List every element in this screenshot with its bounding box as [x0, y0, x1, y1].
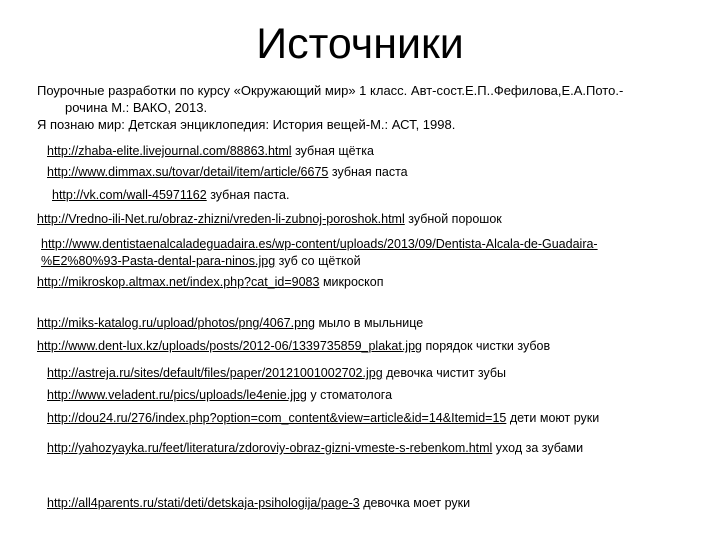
reference-caption: зубная паста	[331, 165, 408, 179]
reference-link[interactable]: http://zhaba-elite.livejournal.com/88863.html	[47, 144, 292, 158]
reference-item	[41, 236, 681, 270]
source-book-2	[37, 116, 677, 133]
reference-link[interactable]: http://yahozyayka.ru/feet/literatura/zdoroviy-obraz-gizni-vmeste-s-rebenkom.html	[47, 441, 493, 455]
reference-link[interactable]: http://www.veladent.ru/pics/uploads/le4enie.jpg	[47, 388, 307, 402]
reference-item	[47, 410, 599, 427]
reference-caption: зубная щётка	[295, 144, 374, 158]
reference-item	[37, 315, 423, 332]
reference-caption: дети моют руки	[509, 411, 600, 425]
source-text: Поурочные разработки по курсу «Окружающий мир» 1 класс. Авт-сост.Е.П..Фефилова,Е.А.Пото.-	[37, 83, 624, 98]
reference-link[interactable]: http://www.dent-lux.kz/uploads/posts/2012-06/1339735859_plakat.jpg	[37, 339, 422, 353]
reference-link[interactable]: http://all4parents.ru/stati/deti/detskaja-psihologija/page-3	[47, 496, 360, 510]
reference-caption: девочка чистит зубы	[386, 366, 507, 380]
reference-item	[47, 387, 392, 404]
source-text-continued: рочина М.: ВАКО, 2013.	[65, 100, 208, 115]
reference-item	[47, 365, 506, 382]
reference-item	[37, 274, 383, 291]
reference-item	[52, 187, 289, 204]
reference-link[interactable]: http://Vredno-ili-Net.ru/obraz-zhizni/vreden-li-zubnoj-poroshok.html	[37, 212, 405, 226]
reference-link[interactable]: http://vk.com/wall-45971162	[52, 188, 207, 202]
source-book-1	[37, 82, 677, 116]
page-title: Источники	[256, 20, 464, 68]
reference-item	[47, 495, 470, 512]
reference-link[interactable]: http://dou24.ru/276/index.php?option=com_content&view=article&id=14&Itemid=15	[47, 411, 507, 425]
reference-caption: у стоматолога	[310, 388, 393, 402]
reference-link[interactable]: http://miks-katalog.ru/upload/photos/png/4067.png	[37, 316, 315, 330]
reference-item	[37, 338, 550, 355]
reference-item	[47, 164, 408, 181]
reference-link[interactable]: http://www.dimmax.su/tovar/detail/item/article/6675	[47, 165, 329, 179]
reference-link[interactable]: http://www.dentistaenalcaladeguadaira.es/wp-content/uploads/2013/09/Dentista-Alcala-de-Guadaira-	[41, 237, 598, 251]
reference-item	[47, 143, 374, 160]
reference-caption: микроскоп	[322, 275, 384, 289]
reference-caption: уход за зубами	[495, 441, 584, 455]
reference-item	[37, 211, 502, 228]
reference-link-continued[interactable]: %E2%80%93-Pasta-dental-para-ninos.jpg	[41, 254, 276, 268]
reference-caption: девочка моет руки	[363, 496, 471, 510]
source-text: Я познаю мир: Детская энциклопедия: История вещей-М.: АСТ, 1998.	[37, 117, 456, 132]
reference-caption: порядок чистки зубов	[425, 339, 551, 353]
reference-link[interactable]: http://astreja.ru/sites/default/files/paper/20121001002702.jpg	[47, 366, 383, 380]
reference-caption: зуб со щёткой	[278, 254, 361, 268]
reference-link[interactable]: http://mikroskop.altmax.net/index.php?cat_id=9083	[37, 275, 320, 289]
reference-caption: зубная паста.	[210, 188, 290, 202]
reference-caption: мыло в мыльнице	[318, 316, 424, 330]
reference-item	[47, 440, 583, 457]
reference-caption: зубной порошок	[408, 212, 502, 226]
